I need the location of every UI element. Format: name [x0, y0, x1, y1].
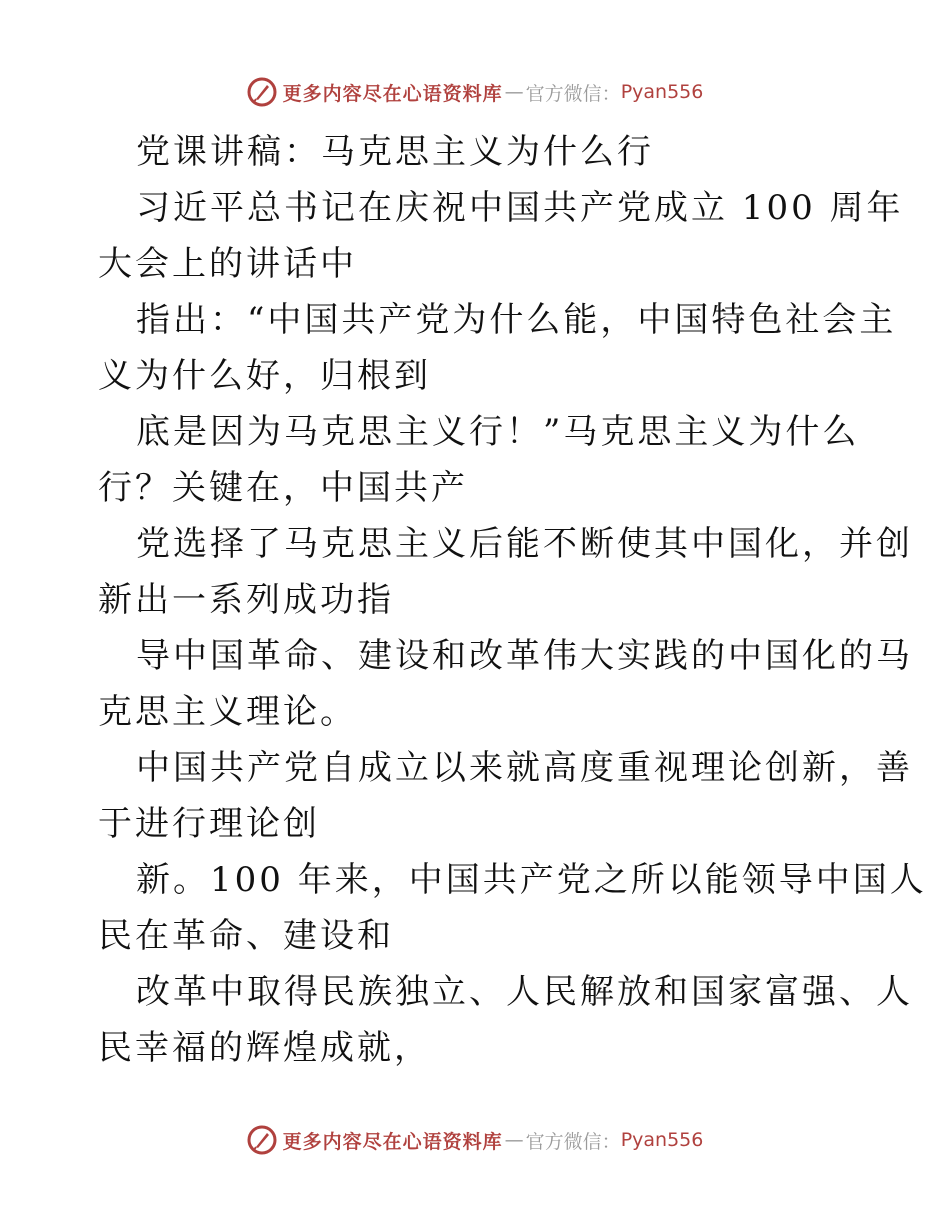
text-line: 克思主义理论。: [98, 692, 357, 732]
text-line: 行？关键在，中国共产: [98, 468, 468, 508]
text-line: 民幸福的辉煌成就，: [98, 1028, 431, 1068]
footer-separator: —: [504, 1129, 524, 1151]
text-line: 大会上的讲话中: [98, 244, 357, 284]
header-wechat-label: 官方微信：: [525, 82, 621, 105]
quill-logo-icon: [247, 77, 277, 107]
text-line: 新。100 年来，中国共产党之所以能领导中国人: [136, 860, 927, 900]
text-line: 新出一系列成功指: [98, 580, 394, 620]
text-line: 于进行理论创: [98, 804, 320, 844]
text-line: 民在革命、建设和: [98, 916, 394, 956]
text-line: 党选择了马克思主义后能不断使其中国化，并创: [136, 524, 913, 564]
text-line: 改革中取得民族独立、人民解放和国家富强、人: [136, 972, 913, 1012]
header-wechat-id: Pyan556: [620, 81, 704, 103]
header-site-text: 更多内容尽在心语资料库: [282, 82, 503, 105]
text-line: 指出：“中国共产党为什么能，中国特色社会主: [136, 300, 897, 340]
header-separator: —: [504, 81, 524, 103]
text-line: 中国共产党自成立以来就高度重视理论创新，善: [136, 748, 913, 788]
footer-banner: [0, 1120, 950, 1160]
quill-logo-icon: [247, 1125, 277, 1155]
header-banner: [0, 72, 950, 112]
document-body: [98, 124, 927, 1076]
text-line: 底是因为马克思主义行！”马克思主义为什么: [136, 412, 860, 452]
footer-site-text: 更多内容尽在心语资料库: [282, 1130, 503, 1153]
text-line: 习近平总书记在庆祝中国共产党成立 100 周年: [136, 188, 904, 228]
footer-wechat-label: 官方微信：: [525, 1130, 621, 1153]
footer-wechat-id: Pyan556: [620, 1129, 704, 1151]
text-line: 导中国革命、建设和改革伟大实践的中国化的马: [136, 636, 913, 676]
text-line: 党课讲稿：马克思主义为什么行: [136, 132, 654, 172]
text-line: 义为什么好，归根到: [98, 356, 431, 396]
